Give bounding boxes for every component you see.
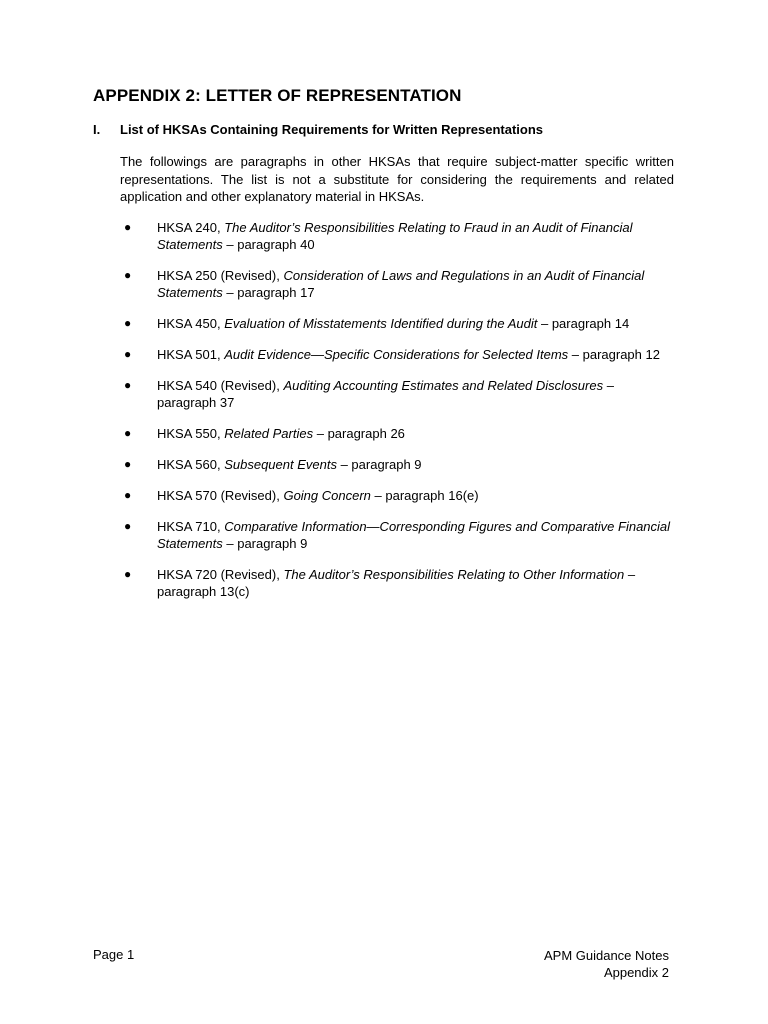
hksa-code: HKSA 240, (157, 220, 225, 235)
hksa-title: Related Parties (224, 426, 314, 441)
list-item (120, 267, 674, 301)
list-item (120, 315, 674, 332)
bullet-icon: ● (124, 316, 132, 330)
list-item (120, 346, 674, 363)
bullet-icon: ● (124, 519, 132, 533)
hksa-code: HKSA 560, (157, 457, 225, 472)
bullet-icon: ● (124, 567, 132, 581)
hksa-title: Consideration of Laws and Regulations in an Audit of Financial Statements (157, 268, 645, 300)
list-item (120, 487, 674, 504)
hksa-paragraph-ref: – paragraph 26 (313, 426, 405, 441)
hksa-paragraph-ref: – paragraph 37 (157, 378, 614, 410)
bullet-icon: ● (124, 426, 132, 440)
bullet-icon: ● (124, 488, 132, 502)
intro-paragraph: The followings are paragraphs in other HKSAs that require subject-matter specific written representations. The list is not a substitute for considering the requirements and related application and other explanatory material in HKSAs. (120, 154, 674, 204)
hksa-code: HKSA 450, (157, 316, 225, 331)
hksa-code: HKSA 540 (Revised), (157, 378, 284, 393)
hksa-code: HKSA 720 (Revised), (157, 567, 284, 582)
bullet-icon: ● (124, 220, 132, 234)
hksa-code: HKSA 570 (Revised), (157, 488, 284, 503)
bullet-icon: ● (124, 268, 132, 282)
hksa-paragraph-ref: – paragraph 13(c) (157, 567, 636, 599)
hksa-paragraph-ref: – paragraph 40 (222, 237, 315, 252)
hksa-title: Evaluation of Misstatements Identified during the Audit (224, 316, 538, 331)
bullet-icon: ● (124, 347, 132, 361)
hksa-title: Subsequent Events (224, 457, 337, 472)
section-number: I. (93, 122, 101, 137)
hksa-title: Audit Evidence—Specific Considerations for Selected Items (224, 347, 569, 362)
bullet-icon: ● (124, 378, 132, 392)
hksa-paragraph-ref: – paragraph 16(e) (370, 488, 479, 503)
page-number: Page 1 (93, 947, 135, 962)
hksa-code: HKSA 710, (157, 519, 225, 534)
hksa-title: The Auditor’s Responsibilities Relating to Other Information (283, 567, 625, 582)
document-title: APPENDIX 2: LETTER OF REPRESENTATION (93, 86, 462, 105)
hksa-title: The Auditor’s Responsibilities Relating to Fraud in an Audit of Financial Statements (157, 220, 633, 252)
hksa-paragraph-ref: – paragraph 12 (568, 347, 660, 362)
list-item (120, 219, 674, 253)
list-item (120, 566, 674, 600)
hksa-title: Auditing Accounting Estimates and Related Disclosures (283, 378, 604, 393)
hksa-paragraph-ref: – paragraph 9 (222, 536, 308, 551)
hksa-paragraph-ref: – paragraph 17 (222, 285, 315, 300)
hksa-code: HKSA 250 (Revised), (157, 268, 284, 283)
hksa-list (120, 219, 674, 614)
section-heading-text: List of HKSAs Containing Requirements for Written Representations (120, 122, 544, 137)
section-heading (93, 122, 543, 137)
footer-appendix: Appendix 2 (603, 965, 669, 980)
list-item (120, 377, 674, 411)
hksa-paragraph-ref: – paragraph 9 (336, 457, 422, 472)
hksa-code: HKSA 501, (157, 347, 225, 362)
hksa-title: Comparative Information—Corresponding Figures and Comparative Financial Statements (157, 519, 671, 551)
bullet-icon: ● (124, 457, 132, 471)
list-item (120, 518, 674, 552)
footer-doc-name: APM Guidance Notes (543, 948, 669, 963)
footer-document-label (544, 947, 669, 981)
hksa-title: Going Concern (283, 488, 371, 503)
hksa-code: HKSA 550, (157, 426, 225, 441)
hksa-paragraph-ref: – paragraph 14 (537, 316, 630, 331)
list-item (120, 456, 674, 473)
list-item (120, 425, 674, 442)
